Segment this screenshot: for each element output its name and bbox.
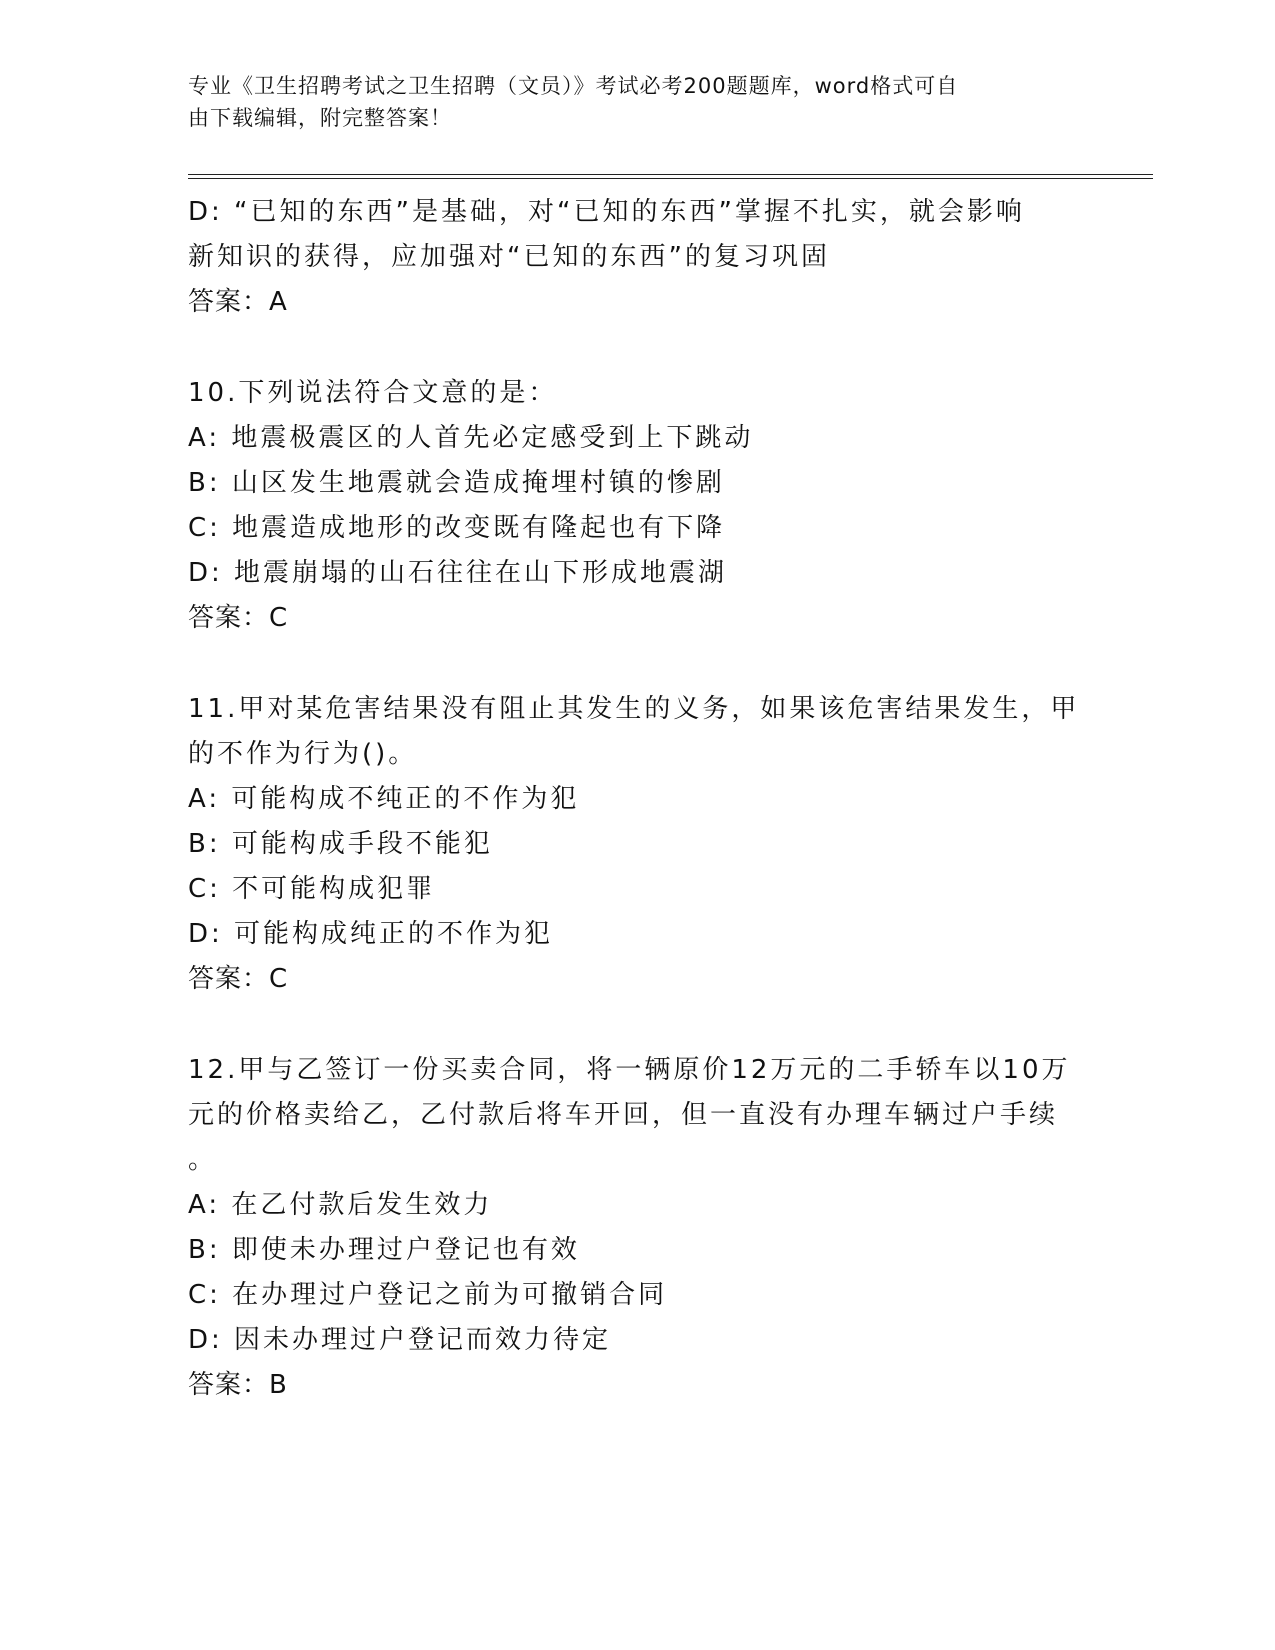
option-c: C: 在办理过户登记之前为可撤销合同 [188, 1280, 668, 1310]
question-stem: 10.下列说法符合文意的是： [188, 378, 558, 408]
question-10 [188, 371, 1088, 641]
question-stem: 11.甲对某危害结果没有阻止其发生的义务，如果该危害结果发生，甲 [188, 694, 1080, 724]
header-divider [188, 174, 1153, 179]
header-line-1: 专业《卫生招聘考试之卫生招聘（文员）》考试必考200题题库，word格式可自 [188, 74, 959, 98]
question-stem: 12.甲与乙签订一份买卖合同，将一辆原价12万元的二手轿车以10万 [188, 1055, 1071, 1085]
option-d: D: 地震崩塌的山石往往在山下形成地震湖 [188, 558, 728, 588]
option-d: D: 因未办理过户登记而效力待定 [188, 1325, 612, 1355]
option-c: C: 不可能构成犯罪 [188, 874, 436, 904]
answer-line: 答案：A [188, 287, 288, 317]
option-c: C: 地震造成地形的改变既有隆起也有下降 [188, 513, 726, 543]
option-b: B: 山区发生地震就会造成掩埋村镇的惨剧 [188, 468, 725, 498]
question-list [188, 190, 1088, 1408]
answer-line: 答案：C [188, 964, 289, 994]
question-stem-continued: 。 [188, 1145, 218, 1175]
option-a: A: 地震极震区的人首先必定感受到上下跳动 [188, 423, 754, 453]
option-b: B: 即使未办理过户登记也有效 [188, 1235, 580, 1265]
header-line-2: 由下载编辑，附完整答案！ [188, 106, 452, 130]
document-header [188, 70, 1088, 134]
question-11 [188, 687, 1088, 1002]
option-d: D: 可能构成纯正的不作为犯 [188, 919, 554, 949]
option-d-continued: 新知识的获得，应加强对“已知的东西”的复习巩固 [188, 242, 830, 272]
answer-line: 答案：C [188, 603, 289, 633]
previous-question-tail [188, 190, 1088, 325]
question-stem-continued: 元的价格卖给乙，乙付款后将车开回，但一直没有办理车辆过户手续 [188, 1100, 1059, 1130]
option-a: A: 可能构成不纯正的不作为犯 [188, 784, 580, 814]
answer-line: 答案：B [188, 1370, 288, 1400]
option-d: D: “已知的东西”是基础，对“已知的东西”掌握不扎实，就会影响 [188, 197, 1025, 227]
question-12 [188, 1048, 1088, 1408]
question-stem-continued: 的不作为行为()。 [188, 739, 418, 769]
option-a: A: 在乙付款后发生效力 [188, 1190, 493, 1220]
option-b: B: 可能构成手段不能犯 [188, 829, 493, 859]
